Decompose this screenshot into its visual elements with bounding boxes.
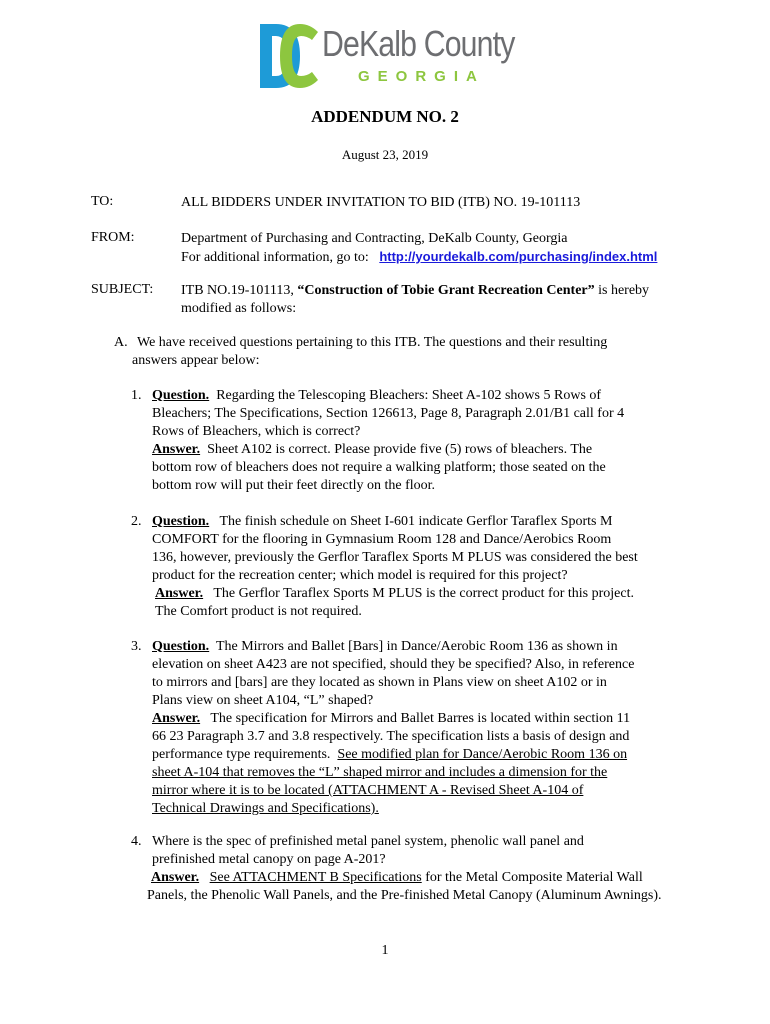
item-number: 2. [131, 514, 142, 529]
item-number: 3. [131, 639, 142, 654]
addendum-title: ADDENDUM NO. 2 [311, 107, 459, 126]
dekalb-county-logo [256, 20, 515, 92]
item-4 [147, 833, 662, 905]
answer-attachment-reference: See modified plan for Dance/Aerobic Room 136 on [337, 747, 628, 762]
answer-text: bottom row of bleachers does not require a walking platform; those seated on the [152, 460, 606, 475]
purchasing-link[interactable]: http://yourdekalb.com/purchasing/index.html [379, 249, 658, 264]
question-text: product for the recreation center; which model is required for this project? [152, 568, 568, 583]
item-number: 1. [131, 388, 142, 403]
answer-text: The Comfort product is not required. [155, 604, 362, 619]
answer-label: Answer. [152, 711, 201, 726]
question-label: Question. [152, 388, 210, 403]
question-text: The Mirrors and Ballet [Bars] in Dance/Aerobic Room 136 as shown in [215, 639, 618, 654]
answer-text: The Gerflor Taraflex Sports M PLUS is the correct product for this project. [213, 586, 634, 601]
section-a-line: answers appear below: [132, 353, 260, 368]
logo-county-text: DeKalb County [322, 23, 515, 64]
subject-label: SUBJECT: [91, 282, 154, 297]
answer-text: bottom row will put their feet directly on the floor. [152, 478, 436, 493]
answer-attachment-reference: mirror where it is to be located (ATTACHMENT A - Revised Sheet A-104 of [152, 783, 584, 798]
page-number: 1 [381, 943, 389, 958]
question-text: prefinished metal canopy on page A-201? [152, 852, 386, 867]
question-label: Question. [152, 514, 210, 529]
subject-value [181, 282, 649, 318]
item-number: 4. [131, 834, 142, 849]
answer-text: for the Metal Composite Material Wall [421, 870, 643, 885]
question-text: elevation on sheet A423 are not specified, should they be specified? Also, in reference [152, 657, 635, 672]
dc-logo-mark-icon [256, 20, 322, 92]
question-text: Regarding the Telescoping Bleachers: Sheet A-102 shows 5 Rows of [216, 388, 602, 403]
addendum-date: August 23, 2019 [341, 147, 429, 162]
section-a-text [132, 334, 608, 370]
to-label: TO: [91, 194, 114, 209]
answer-text: 66 23 Paragraph 3.7 and 3.8 respectively. The specification lists a basis of design and [152, 729, 630, 744]
from-label: FROM: [91, 230, 135, 245]
answer-label: Answer. [155, 586, 204, 601]
question-text: Rows of Bleachers, which is correct? [152, 424, 361, 439]
section-a-line: We have received questions pertaining to this ITB. The questions and their resulting [137, 335, 608, 350]
item-2 [152, 513, 638, 621]
subject-prefix: ITB NO.19-101113, [181, 283, 294, 298]
question-text: The finish schedule on Sheet I-601 indicate Gerflor Taraflex Sports M [219, 514, 613, 529]
subject-project-name: “Construction of Tobie Grant Recreation Center” [297, 283, 595, 298]
from-info-prefix: For additional information, go to: [181, 250, 369, 265]
item-3 [152, 638, 634, 818]
from-info-line [181, 248, 657, 267]
question-text: Plans view on sheet A104, “L” shaped? [152, 693, 374, 708]
answer-attachment-reference: See ATTACHMENT B Specifications [209, 870, 422, 885]
to-value: ALL BIDDERS UNDER INVITATION TO BID (ITB) NO. 19-101113 [181, 195, 581, 210]
question-text: 136, however, previously the Gerflor Taraflex Sports M PLUS was considered the best [152, 550, 638, 565]
section-a-letter: A. [114, 335, 128, 350]
question-text: Bleachers; The Specifications, Section 126613, Page 8, Paragraph 2.01/B1 call for 4 [152, 406, 625, 421]
from-value [181, 230, 657, 267]
from-department: Department of Purchasing and Contracting, DeKalb County, Georgia [181, 231, 568, 246]
answer-attachment-reference: Technical Drawings and Specifications). [152, 801, 379, 816]
question-text: to mirrors and [bars] are they located as shown in Plans view on sheet A102 or in [152, 675, 607, 690]
subject-suffix: is hereby [598, 283, 650, 298]
answer-attachment-reference: sheet A-104 that removes the “L” shaped mirror and includes a dimension for the [152, 765, 608, 780]
answer-text: The specification for Mirrors and Ballet Barres is located within section 11 [210, 711, 631, 726]
logo-state-text: GEORGIA [358, 68, 485, 85]
question-label: Question. [152, 639, 210, 654]
answer-text: performance type requirements. [152, 747, 338, 762]
question-text: COMFORT for the flooring in Gymnasium Room 128 and Dance/Aerobics Room [152, 532, 612, 547]
item-1 [152, 387, 624, 495]
answer-text: Panels, the Phenolic Wall Panels, and the Pre-finished Metal Canopy (Aluminum Awnings). [147, 888, 662, 903]
question-text: Where is the spec of prefinished metal panel system, phenolic wall panel and [152, 834, 584, 849]
subject-line2: modified as follows: [181, 301, 297, 316]
answer-text: Sheet A102 is correct. Please provide five (5) rows of bleachers. The [207, 442, 593, 457]
answer-label: Answer. [151, 870, 200, 885]
answer-label: Answer. [152, 442, 201, 457]
